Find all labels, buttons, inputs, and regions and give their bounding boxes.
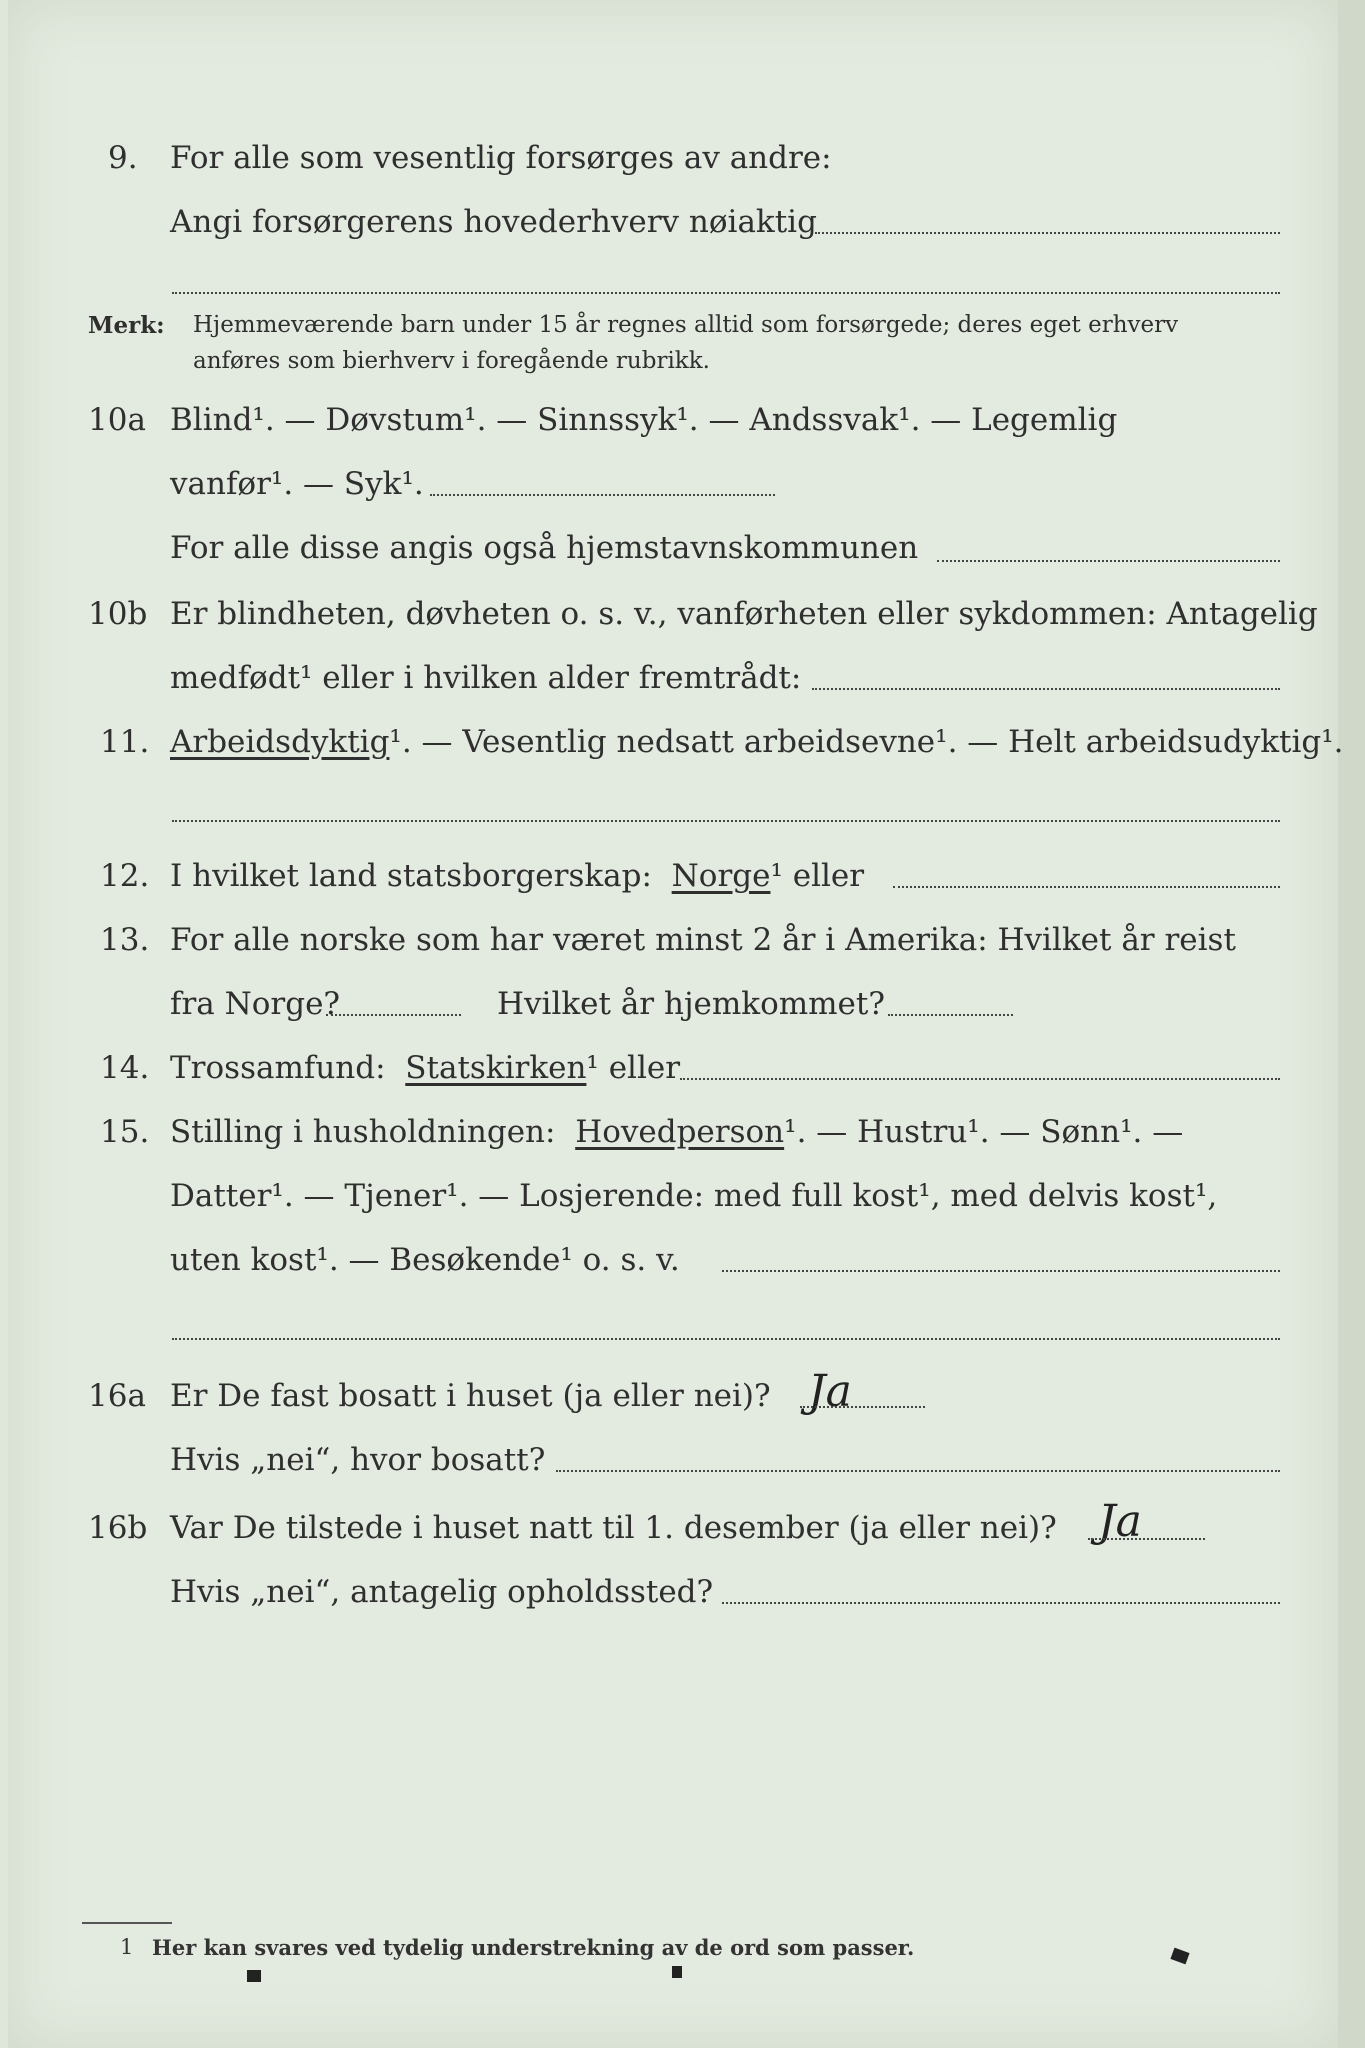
footnote-text: Her kan svares ved tydelig understrekning av de ord som passer.	[152, 1935, 915, 1960]
q11-answer-underlined: Arbeidsdyktig	[170, 724, 390, 760]
q9-line2: Angi forsørgerens hovederhverv nøiaktig	[170, 204, 817, 240]
q9-answer-line[interactable]	[815, 232, 1280, 234]
form-page	[8, 0, 1338, 2048]
q13-number: 13.	[100, 922, 150, 958]
q14-line	[170, 1050, 680, 1086]
q12-pre: I hvilket land statsborgerskap:	[170, 858, 652, 894]
q14-number: 14.	[100, 1050, 150, 1086]
q16b-line1: Var De tilstede i huset natt til 1. desember (ja eller nei)?	[170, 1510, 1057, 1546]
q13-line2a: fra Norge?	[170, 986, 341, 1022]
q10b-line1: Er blindheten, døvheten o. s. v., vanførheten eller sykdommen: Antagelig	[170, 596, 1318, 632]
q10b-line2: medfødt¹ eller i hvilken alder fremtrådt:	[170, 660, 802, 696]
q16a-handwritten-answer: Ja	[808, 1366, 852, 1417]
footnote-mark: 1	[120, 1935, 134, 1959]
footnote-rule	[82, 1922, 172, 1924]
q13-line2b: Hvilket år hjemkommet?	[497, 986, 885, 1022]
q14-post: ¹ eller	[586, 1050, 681, 1086]
q16b-number: 16b	[88, 1510, 148, 1546]
q11-line	[170, 724, 1344, 760]
q16a-line1: Er De fast bosatt i huset (ja eller nei)?	[170, 1378, 771, 1414]
q10a-line2: vanfør¹. — Syk¹.	[170, 466, 424, 502]
q11-number: 11.	[100, 724, 150, 760]
q12-number: 12.	[100, 858, 150, 894]
q10a-line1: Blind¹. — Døvstum¹. — Sinnssyk¹. — Andssvak¹. — Legemlig	[170, 402, 1118, 438]
q10a-answer-line[interactable]	[430, 494, 775, 496]
q14-pre: Trossamfund:	[170, 1050, 386, 1086]
ink-blot	[247, 1970, 261, 1982]
q9-number: 9.	[108, 140, 138, 176]
q16a-line2: Hvis „nei“, hvor bosatt?	[170, 1442, 546, 1478]
q14-answer-line[interactable]	[680, 1078, 1280, 1080]
q15-pre: Stilling i husholdningen:	[170, 1114, 556, 1150]
q10b-number: 10b	[88, 596, 148, 632]
q16a-answer-line[interactable]	[800, 1406, 925, 1408]
q16b-line2: Hvis „nei“, antagelig opholdssted?	[170, 1574, 714, 1610]
page-edge	[1338, 0, 1365, 2048]
ink-blot	[672, 1966, 682, 1978]
q15-line2: Datter¹. — Tjener¹. — Losjerende: med full kost¹, med delvis kost¹,	[170, 1178, 1218, 1214]
q12-line	[170, 858, 864, 894]
q15-post: ¹. — Hustru¹. — Sønn¹. —	[784, 1114, 1184, 1150]
q11-rest: ¹. — Vesentlig nedsatt arbeidsevne¹. — Helt arbeidsudyktig¹.	[389, 724, 1344, 760]
merk-line2: anføres som bierhverv i foregående rubrikk.	[193, 348, 710, 374]
q16b-handwritten-answer: Ja	[1098, 1496, 1142, 1547]
q11-answer-line[interactable]	[172, 820, 1280, 822]
merk-line1: Hjemmeværende barn under 15 år regnes alltid som forsørgede; deres eget erhverv	[193, 312, 1179, 338]
q12-answer-underlined: Norge	[671, 858, 771, 894]
q10a-number: 10a	[88, 402, 146, 438]
q16b-location-line[interactable]	[722, 1602, 1280, 1604]
q12-post: ¹ eller	[770, 858, 865, 894]
q13-line1: For alle norske som har været minst 2 år i Amerika: Hvilket år reist	[170, 922, 1236, 958]
q15-answer-underlined: Hovedperson	[575, 1114, 785, 1150]
q13-departure-line[interactable]	[326, 1014, 461, 1016]
merk-label: Merk:	[88, 312, 165, 339]
q10a-line3: For alle disse angis også hjemstavnskommunen	[170, 530, 919, 566]
q16a-number: 16a	[88, 1378, 146, 1414]
q10b-answer-line[interactable]	[812, 688, 1280, 690]
q16b-answer-line[interactable]	[1088, 1538, 1205, 1540]
q9-answer-line-2[interactable]	[172, 292, 1280, 294]
q9-line1: For alle som vesentlig forsørges av andre:	[170, 140, 832, 176]
q16a-residence-line[interactable]	[556, 1470, 1280, 1472]
q15-number: 15.	[100, 1114, 150, 1150]
q15-answer-line[interactable]	[722, 1270, 1280, 1272]
q15-line1	[170, 1114, 1183, 1150]
q15-answer-line-2[interactable]	[172, 1338, 1280, 1340]
q13-return-line[interactable]	[888, 1014, 1013, 1016]
q14-answer-underlined: Statskirken	[405, 1050, 587, 1086]
q10a-hometown-line[interactable]	[937, 560, 1280, 562]
q12-answer-line[interactable]	[893, 886, 1280, 888]
q15-line3: uten kost¹. — Besøkende¹ o. s. v.	[170, 1242, 680, 1278]
